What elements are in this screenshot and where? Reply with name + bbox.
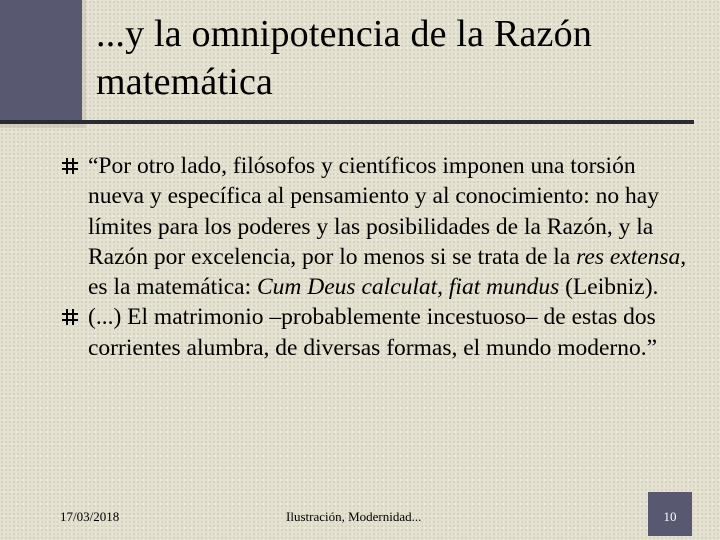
footer-title: Ilustración, Modernidad... (286, 509, 422, 524)
bullet-1-text-a: “Por otro lado, filósofos y científicos imponen una torsión nueva y específica al pensamiento y al conocimiento: no hay límites para los poderes y las posibilidades de la Razón, y la Razón por excelencia, por lo menos si se trata de la (88, 153, 659, 270)
bullet-1-italic-res-extensa: res extensa, (576, 243, 687, 270)
title-divider-rule (0, 120, 694, 124)
slide-body (88, 151, 688, 363)
bullet-paragraph-1 (88, 151, 688, 302)
bullet-1-text-b: es la matemática: (88, 274, 257, 301)
bullet-1-text-c: (Leibniz). (559, 274, 659, 301)
title-accent-band (0, 0, 82, 124)
footer-date: 17/03/2018 (60, 509, 120, 524)
bullet-2-text: (...) El matrimonio –probablemente incestuoso– de estas dos corrientes alumbra, de diversas formas, el mundo moderno.” (88, 304, 658, 361)
slide-title: ...y la omnipotencia de la Razón matemática (96, 13, 593, 103)
page-number: 10 (663, 509, 677, 524)
hash-bullet-icon (61, 157, 79, 175)
bullet-paragraph-2 (88, 302, 688, 363)
bullet-1-italic-latin-quote: Cum Deus calculat, fiat mundus (257, 274, 560, 301)
hash-bullet-icon (61, 308, 79, 326)
